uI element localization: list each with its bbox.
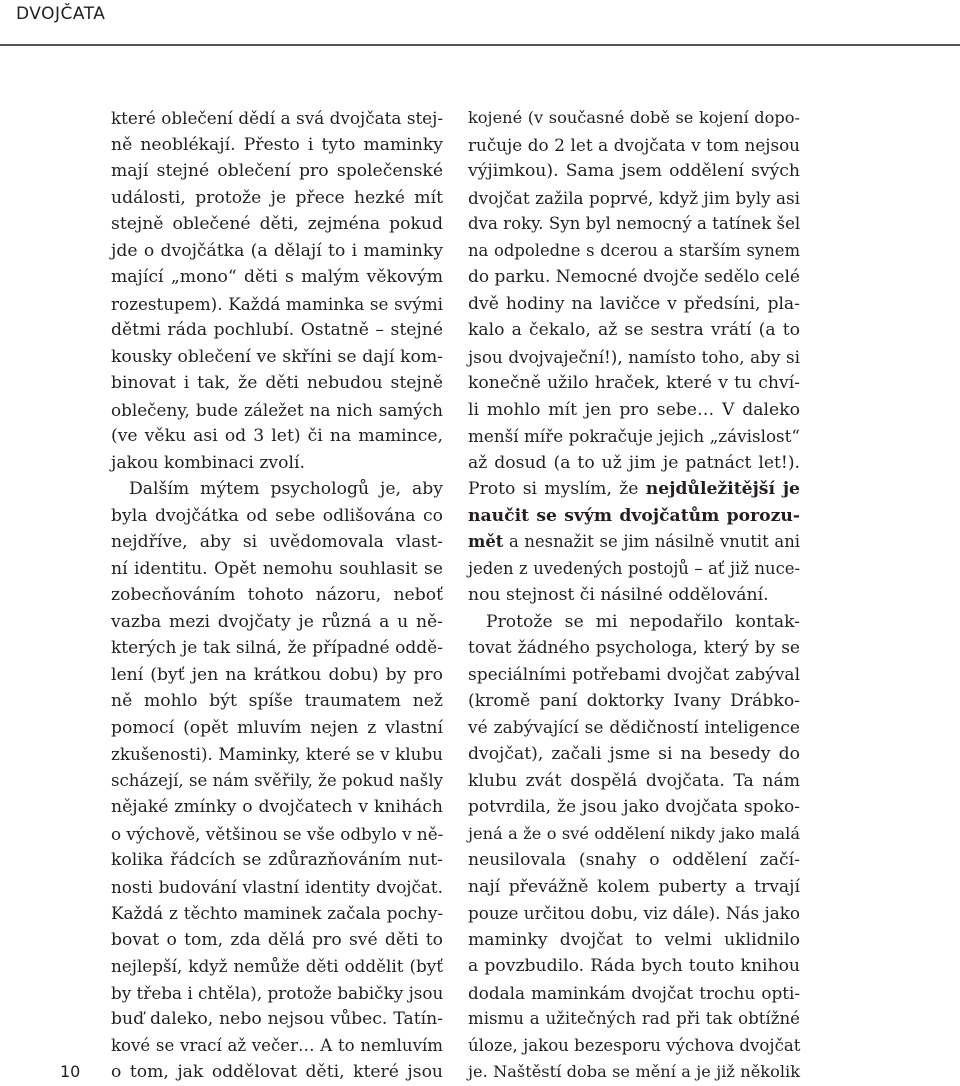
text-line: jená a že o své oddělení nikdy jako malá	[468, 823, 800, 843]
page-number: 10	[60, 1062, 81, 1081]
text-line: kousky oblečení ve skříni se dají kom-	[111, 346, 443, 367]
left-text-column	[111, 105, 443, 1086]
text-line: (kromě paní doktorky Ivany Drábko-	[468, 691, 800, 711]
text-line: až dosud (a to už jim je patnáct let!).	[468, 452, 800, 473]
running-header-title: DVOJČATA	[16, 4, 106, 24]
text-line: menší míře pokračuje jejich „závislost“	[468, 426, 800, 446]
text-line: klubu zvát dospělá dvojčata. Ta nám	[468, 770, 800, 791]
text-segment: a nesnažit se jim násilně vnutit ani	[503, 532, 800, 551]
text-line: rozestupem). Každá maminka se svými	[111, 293, 443, 314]
text-line: speciálními potřebami dvojčat zabýval	[468, 664, 800, 685]
text-line: kolika řádcích se zdůrazňováním nut-	[111, 850, 443, 870]
text-line: o výchově, většinou se vše odbylo v ně-	[111, 823, 444, 844]
bold-emphasis: naučit se svým dvojčatům porozu-	[468, 505, 800, 526]
text-segment: Proto si myslím, že	[468, 479, 646, 499]
right-text-column	[468, 105, 800, 1086]
text-line: kterých je tak silná, že případné oddě-	[111, 638, 443, 658]
text-line: a povzbudilo. Ráda bych touto knihou	[468, 956, 800, 976]
bold-emphasis: nejdůležitější je	[645, 479, 800, 499]
text-line: nají převážně kolem puberty a trvají	[468, 876, 800, 897]
text-line: mismu a užitečných rad při tak obtížné	[468, 1009, 800, 1028]
text-line: konečně užilo hraček, které v tu chví-	[468, 373, 800, 393]
text-line: dvojčat), začali jsme si na besedy do	[468, 744, 800, 764]
header-divider	[0, 44, 960, 46]
text-line: jakou kombinaci zvolí.	[111, 452, 305, 473]
text-line: ně neoblékají. Přesto i tyto maminky	[111, 134, 443, 155]
text-line: jde o dvojčátka (a dělají to i maminky	[111, 240, 443, 261]
text-line: o tom, jak oddělovat děti, které jsou	[111, 1062, 443, 1082]
text-line: tovat žádného psychologa, který by se	[468, 638, 800, 658]
text-line: binovat i tak, že děti nebudou stejně	[111, 373, 443, 393]
text-line: li mohlo mít jen pro sebe… V daleko	[468, 399, 800, 420]
text-line: nosti budování vlastní identity dvojčat.	[111, 876, 443, 897]
text-line: ní identitu. Opět nemohu souhlasit se	[111, 558, 443, 579]
text-line: jsou dvojvaječní!), namísto toho, aby si	[468, 346, 800, 367]
text-line: kalo a čekalo, až se sestra vrátí (a to	[468, 320, 800, 340]
text-line	[468, 503, 800, 530]
text-line: jeden z uvedených postojů – ať již nuce-	[468, 558, 800, 578]
text-line: události, protože je přece hezké mít	[111, 187, 443, 208]
text-line: nejlepší, když nemůže děti oddělit (byť	[111, 956, 443, 976]
bold-emphasis: mět	[468, 532, 504, 551]
text-line: dvě hodiny na lavičce v předsíni, pla-	[468, 293, 800, 314]
text-line: vé zabývající se dědičností inteligence	[468, 717, 800, 738]
text-line: kové se vrací až večer… A to nemluvím	[111, 1035, 443, 1055]
text-line: ručuje do 2 let a dvojčata v tom nejsou	[468, 134, 800, 155]
text-line	[468, 476, 800, 503]
text-line: je. Naštěstí doba se mění a je již několik	[468, 1062, 800, 1081]
text-line: stejně oblečené děti, zejména pokud	[111, 214, 443, 234]
text-line: pouze určitou dobu, viz dále). Nás jako	[468, 903, 800, 923]
text-line: kojené (v současné době se kojení dopo-	[468, 108, 800, 127]
text-line: mající „mono“ děti s malým věkovým	[111, 267, 443, 287]
text-line: dva roky. Syn byl nemocný a tatínek šel	[468, 214, 801, 233]
text-line: oblečeny, bude záležet na nich samých	[111, 399, 443, 420]
text-line: dodala maminkám dvojčat trochu opti-	[468, 982, 800, 1003]
text-line: Protože se mi nepodařilo kontak-	[486, 611, 800, 632]
text-line: dvojčat zažila poprvé, když jim byly asi	[468, 187, 800, 208]
text-line: ně mohlo být spíše traumatem než	[111, 691, 443, 711]
text-line: Dalším mýtem psychologů je, aby	[129, 479, 443, 499]
text-line: dětmi ráda pochlubí. Ostatně – stejné	[111, 320, 443, 340]
text-line: lení (byť jen na krátkou dobu) by pro	[111, 664, 443, 685]
text-line: Každá z těchto maminek začala pochy-	[111, 903, 443, 923]
text-line: vazba mezi dvojčaty je různá a u ně-	[111, 611, 443, 632]
text-line: scházejí, se nám svěřily, že pokud našly	[111, 770, 443, 790]
text-line: výjimkou). Sama jsem oddělení svých	[468, 161, 800, 181]
text-line	[468, 529, 800, 556]
text-line: nějaké zmínky o dvojčatech v knihách	[111, 797, 443, 817]
text-line: maminky dvojčat to velmi uklidnilo	[468, 929, 800, 950]
text-line: zkušenosti). Maminky, které se v klubu	[111, 744, 443, 764]
text-line: úloze, jakou bezesporu výchova dvojčat	[468, 1035, 801, 1055]
text-line: by třeba i chtěla), protože babičky jsou	[111, 982, 444, 1003]
text-line: nou stejnost či násilné oddělování.	[468, 585, 769, 605]
text-line: bovat o tom, zda dělá pro své děti to	[111, 929, 443, 950]
text-line: které oblečení dědí a svá dvojčata stej-	[111, 108, 443, 128]
text-line: pomocí (opět mluvím nejen z vlastní	[111, 717, 443, 738]
text-line: (ve věku asi od 3 let) či na mamince,	[111, 426, 443, 446]
text-line: zobecňováním tohoto názoru, neboť	[111, 585, 443, 605]
text-line: buď daleko, nebo nejsou vůbec. Tatín-	[111, 1009, 443, 1029]
text-line: na odpoledne s dcerou a starším synem	[468, 240, 800, 260]
text-line: potvrdila, že jsou jako dvojčata spoko-	[468, 797, 800, 817]
text-line: byla dvojčátka od sebe odlišována co	[111, 505, 443, 526]
text-line: do parku. Nemocné dvojče sedělo celé	[468, 267, 800, 287]
text-line: nejdříve, aby si uvědomovala vlast-	[111, 532, 443, 552]
text-line: neusilovala (snahy o oddělení začí-	[468, 850, 800, 870]
text-line: mají stejné oblečení pro společenské	[111, 161, 443, 181]
